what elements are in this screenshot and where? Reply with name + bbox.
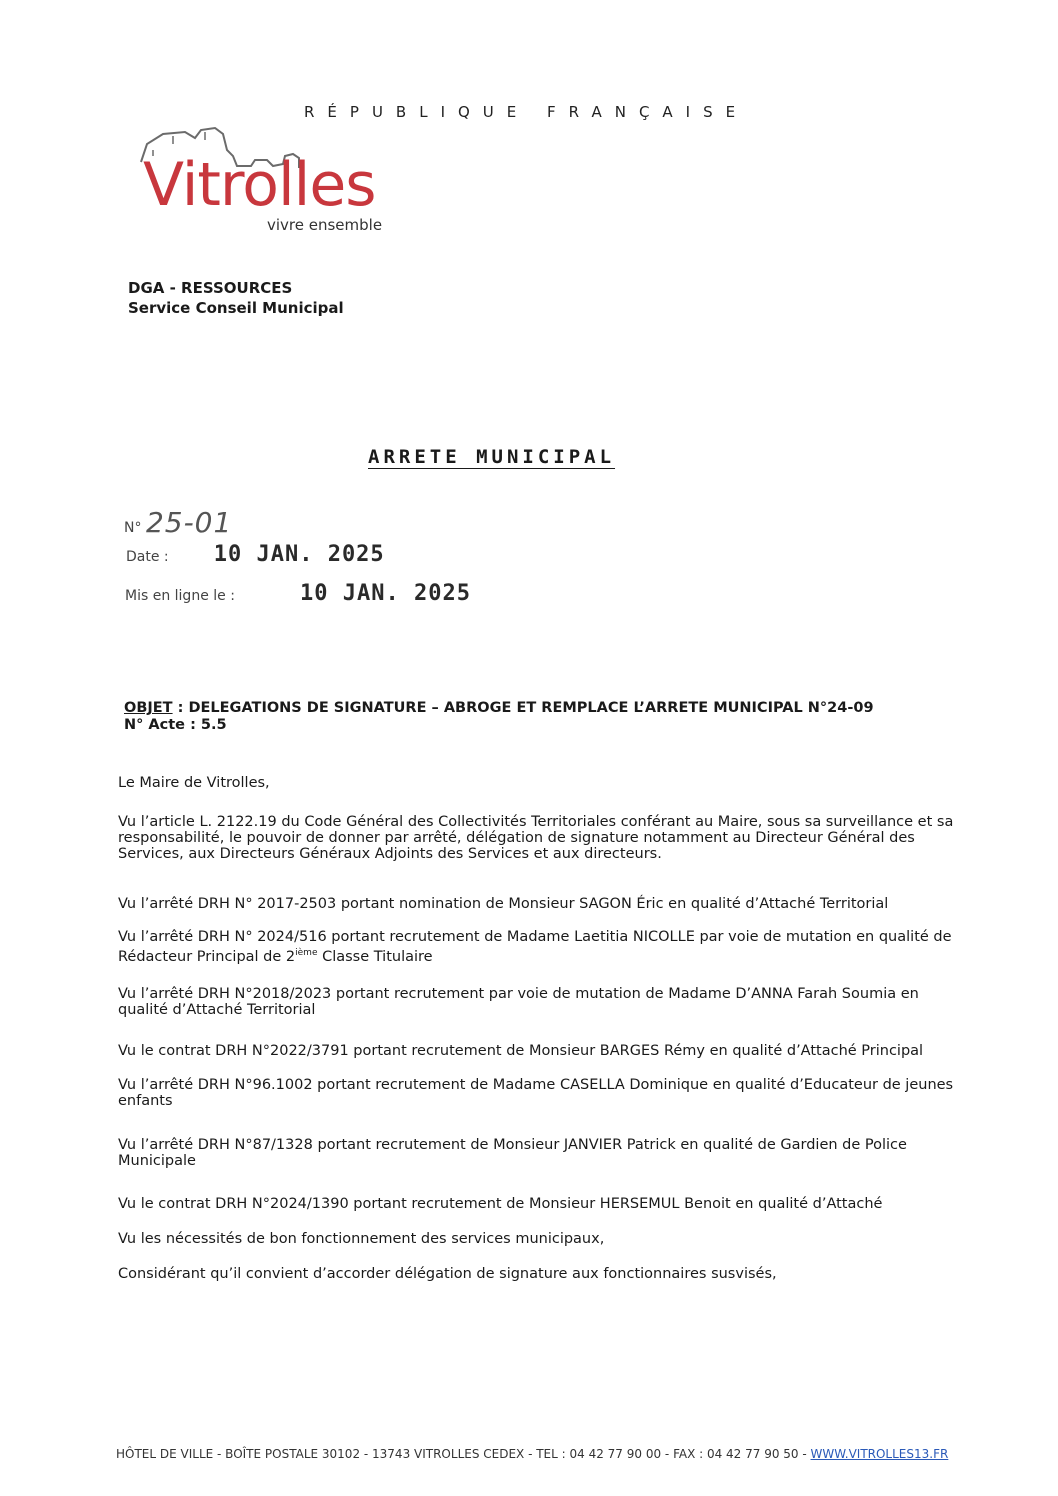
service-block [128,278,344,318]
objet-block [124,700,874,734]
date-stamp: 10 JAN. 2025 [213,542,385,567]
numero-handwritten: 25-01 [145,506,233,539]
vitrolles-logo [133,122,413,240]
paragraph-nicolle [118,929,968,965]
footer-text: HÔTEL DE VILLE - BOÎTE POSTALE 30102 - 13743 VITROLLES CEDEX - TEL : 04 42 77 90 00 - FAX : 04 42 77 90 50 - [116,1447,811,1461]
service-line-2: Service Conseil Municipal [128,299,344,317]
document-title: ARRETE MUNICIPAL [368,446,616,468]
paragraph-hersemul: Vu le contrat DRH N°2024/1390 portant recrutement de Monsieur HERSEMUL Benoit en qualité d’Attaché [118,1196,883,1212]
service-line-1: DGA - RESSOURCES [128,279,293,297]
online-label: Mis en ligne le : [125,588,235,604]
objet-text: : DELEGATIONS DE SIGNATURE – ABROGE ET REMPLACE L’ARRETE MUNICIPAL N°24-09 [172,700,874,716]
footer-website-link[interactable]: WWW.VITROLLES13.FR [810,1447,949,1461]
online-row [125,581,471,606]
acte-number: N° Acte : 5.5 [124,717,227,733]
logo-tagline: vivre ensemble [267,216,383,234]
numero-row [124,506,232,539]
republique-francaise-heading: RÉPUBLIQUE FRANÇAISE [304,103,749,121]
paragraph-necessites: Vu les nécessités de bon fonctionnement des services municipaux, [118,1231,605,1247]
paragraph-sagon: Vu l’arrêté DRH N° 2017-2503 portant nomination de Monsieur SAGON Éric en qualité d’Attaché Territorial [118,896,889,912]
nicolle-sup: ième [295,948,318,958]
paragraph-barges: Vu le contrat DRH N°2022/3791 portant recrutement de Monsieur BARGES Rémy en qualité d’Attaché Principal [118,1043,924,1059]
paragraph-danna: Vu l’arrêté DRH N°2018/2023 portant recrutement par voie de mutation de Madame D’ANNA Farah Soumia en qualité d’Attaché Territorial [118,986,919,1018]
numero-label: N° [124,520,142,536]
logo-wordmark: Vitrolles [143,150,376,220]
footer-address [116,1447,948,1461]
paragraph-maire: Le Maire de Vitrolles, [118,775,270,791]
paragraph-janvier: Vu l’arrêté DRH N°87/1328 portant recrutement de Monsieur JANVIER Patrick en qualité de Gardien de Police Municipale [118,1137,907,1169]
objet-label: OBJET [124,700,173,716]
paragraph-casella: Vu l’arrêté DRH N°96.1002 portant recrutement de Madame CASELLA Dominique en qualité d’Educateur de jeunes enfants [118,1077,954,1109]
date-row [126,542,385,567]
nicolle-text: Vu l’arrêté DRH N° 2024/516 portant recrutement de Madame Laetitia NICOLLE par voie de mutation en qualité de Rédacteur Principal de 2 [118,929,952,965]
date-label: Date : [126,549,169,565]
paragraph-article: Vu l’article L. 2122.19 du Code Général des Collectivités Territoriales conférant au Maire, sous sa surveillance et sa responsabilité, le pouvoir de donner par arrêté, délégation de signature notamment au Directeur Général des Services, aux Directeurs Généraux Adjoints des Services et aux directeurs. [118,814,954,862]
paragraph-considerant: Considérant qu’il convient d’accorder délégation de signature aux fonctionnaires susvisés, [118,1266,777,1282]
online-stamp: 10 JAN. 2025 [300,581,471,606]
nicolle-text-end: Classe Titulaire [317,948,433,965]
